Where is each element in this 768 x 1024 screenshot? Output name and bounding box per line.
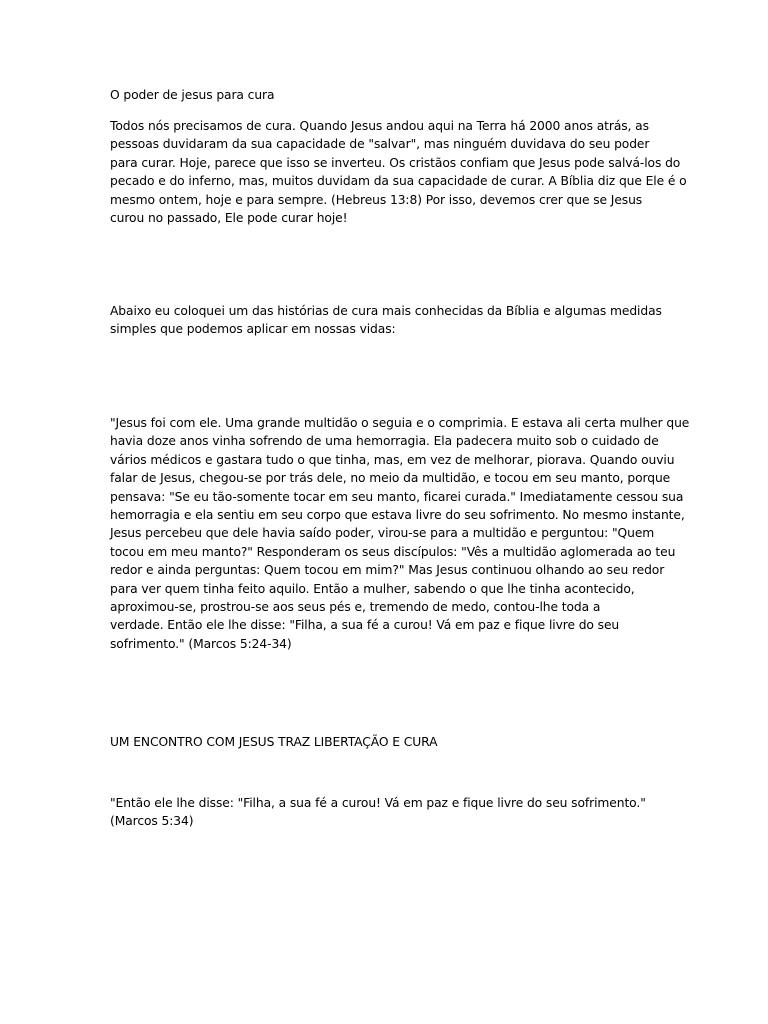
paragraph-line: pecado e do inferno, mas, muitos duvidam da sua capacidade de curar. A Bíblia diz que Ele é o — [110, 174, 687, 189]
paragraph-line: pensava: "Se eu tão-somente tocar em seu manto, ficarei curada." Imediatamente cessou sua — [110, 489, 684, 504]
paragraph-line: pessoas duvidaram da sua capacidade de "salvar", mas ninguém duvidava do seu poder — [110, 137, 650, 152]
paragraph-line: hemorragia e ela sentiu em seu corpo que estava livre do seu sofrimento. No mesmo instante, — [110, 508, 685, 523]
paragraph-line: para curar. Hoje, parece que isso se inverteu. Os cristãos confiam que Jesus pode salvá-los do — [110, 155, 681, 170]
paragraph-line: curou no passado, Ele pode curar hoje! — [110, 211, 348, 226]
paragraph-line: aproximou-se, prostrou-se aos seus pés e, tremendo de medo, contou-lhe toda a — [110, 600, 601, 615]
paragraph-line: tocou em meu manto?" Responderam os seus discípulos: "Vês a multidão aglomerada ao teu — [110, 544, 676, 559]
paragraph-line: falar de Jesus, chegou-se por trás dele, no meio da multidão, e tocou em seu manto, porque — [110, 471, 671, 486]
lead-paragraph — [110, 302, 660, 339]
paragraph-line: sofrimento." (Marcos 5:24-34) — [110, 636, 292, 651]
story-paragraph — [110, 414, 690, 653]
paragraph-line: "Jesus foi com ele. Uma grande multidão o seguia e o comprimia. E estava ali certa mulher que — [110, 416, 690, 430]
paragraph-line: mesmo ontem, hoje e para sempre. (Hebreus 13:8) Por isso, devemos crer que se Jesus — [110, 192, 643, 207]
title-line: O poder de jesus para cura — [110, 88, 275, 102]
paragraph-line: (Marcos 5:34) — [110, 814, 194, 829]
document-title — [110, 86, 660, 104]
section-heading — [110, 733, 660, 751]
paragraph-line: verdade. Então ele lhe disse: "Filha, a sua fé a curou! Vá em paz e fique livre do seu — [110, 618, 620, 633]
paragraph-line: vários médicos e gastara tudo o que tinha, mas, em vez de melhorar, piorava. Quando ouviu — [110, 452, 675, 467]
quote-paragraph — [110, 794, 660, 831]
paragraph-line: "Então ele lhe disse: "Filha, a sua fé a curou! Vá em paz e fique livre do seu sofrimento." — [110, 796, 646, 810]
paragraph-line: simples que podemos aplicar em nossas vidas: — [110, 322, 396, 337]
paragraph-line: redor e ainda perguntas: Quem tocou em mim?" Mas Jesus continuou olhando ao seu redor — [110, 563, 665, 578]
paragraph-line: Jesus percebeu que dele havia saído poder, virou-se para a multidão e perguntou: "Quem — [110, 526, 655, 541]
intro-paragraph — [110, 117, 687, 227]
heading-line: UM ENCONTRO COM JESUS TRAZ LIBERTAÇÃO E CURA — [110, 735, 438, 749]
paragraph-line: Todos nós precisamos de cura. Quando Jesus andou aqui na Terra há 2000 anos atrás, as — [110, 119, 649, 133]
paragraph-line: Abaixo eu coloquei um das histórias de cura mais conhecidas da Bíblia e algumas medidas — [110, 304, 662, 318]
paragraph-line: havia doze anos vinha sofrendo de uma hemorragia. Ela padecera muito sob o cuidado de — [110, 434, 659, 449]
paragraph-line: para ver quem tinha feito aquilo. Então a mulher, sabendo o que lhe tinha acontecido, — [110, 581, 635, 596]
